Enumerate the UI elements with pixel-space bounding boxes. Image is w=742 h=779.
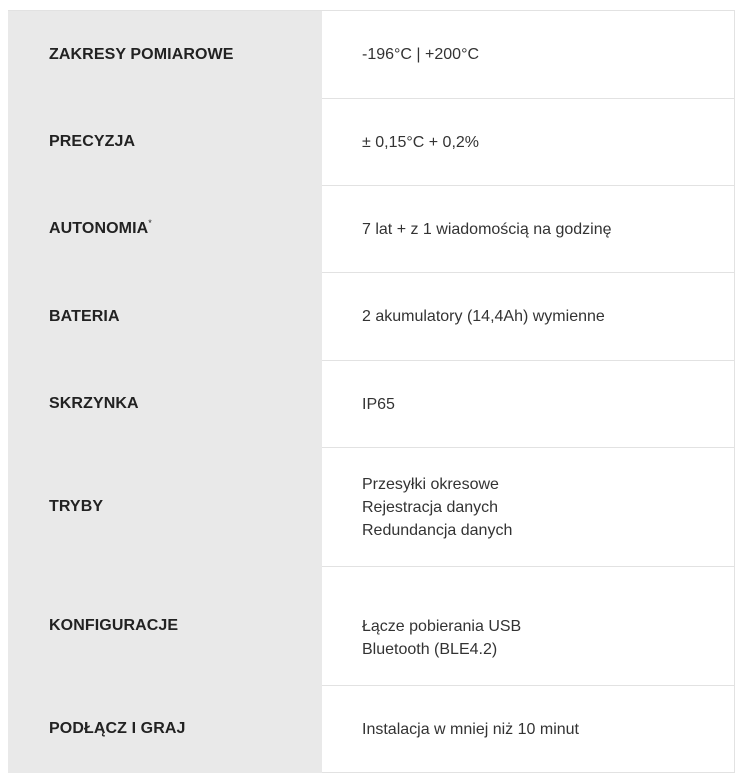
spec-row-precyzja	[8, 99, 734, 186]
spec-label: AUTONOMIA*	[8, 186, 322, 273]
footnote-marker: *	[148, 218, 152, 228]
spec-row-zakresy	[8, 11, 734, 99]
spec-row-konfiguracje	[8, 567, 734, 686]
spec-row-autonomia	[8, 186, 734, 273]
spec-row-tryby	[8, 448, 734, 567]
spec-label: BATERIA	[8, 273, 322, 361]
spec-label: PRECYZJA	[8, 99, 322, 186]
spec-row-bateria	[8, 273, 734, 361]
spec-row-skrzynka	[8, 361, 734, 448]
spec-value: IP65	[322, 361, 734, 448]
spec-label: PODŁĄCZ I GRAJ	[8, 686, 322, 773]
spec-value: Instalacja w mniej niż 10 minut	[322, 686, 734, 773]
spec-table	[8, 10, 735, 773]
spec-row-podlacz	[8, 686, 734, 773]
spec-value: Przesyłki okresowe Rejestracja danych Redundancja danych	[322, 448, 734, 567]
spec-value: -196°C | +200°C	[322, 11, 734, 99]
spec-value: ± 0,15°C + 0,2%	[322, 99, 734, 186]
spec-value: 7 lat + z 1 wiadomością na godzinę	[322, 186, 734, 273]
spec-label: KONFIGURACJE	[8, 567, 322, 686]
spec-label: TRYBY	[8, 448, 322, 567]
spec-value: 2 akumulatory (14,4Ah) wymienne	[322, 273, 734, 361]
spec-label: SKRZYNKA	[8, 361, 322, 448]
spec-label: ZAKRESY POMIAROWE	[8, 11, 322, 99]
spec-value: Łącze pobierania USB Bluetooth (BLE4.2)	[322, 567, 734, 686]
